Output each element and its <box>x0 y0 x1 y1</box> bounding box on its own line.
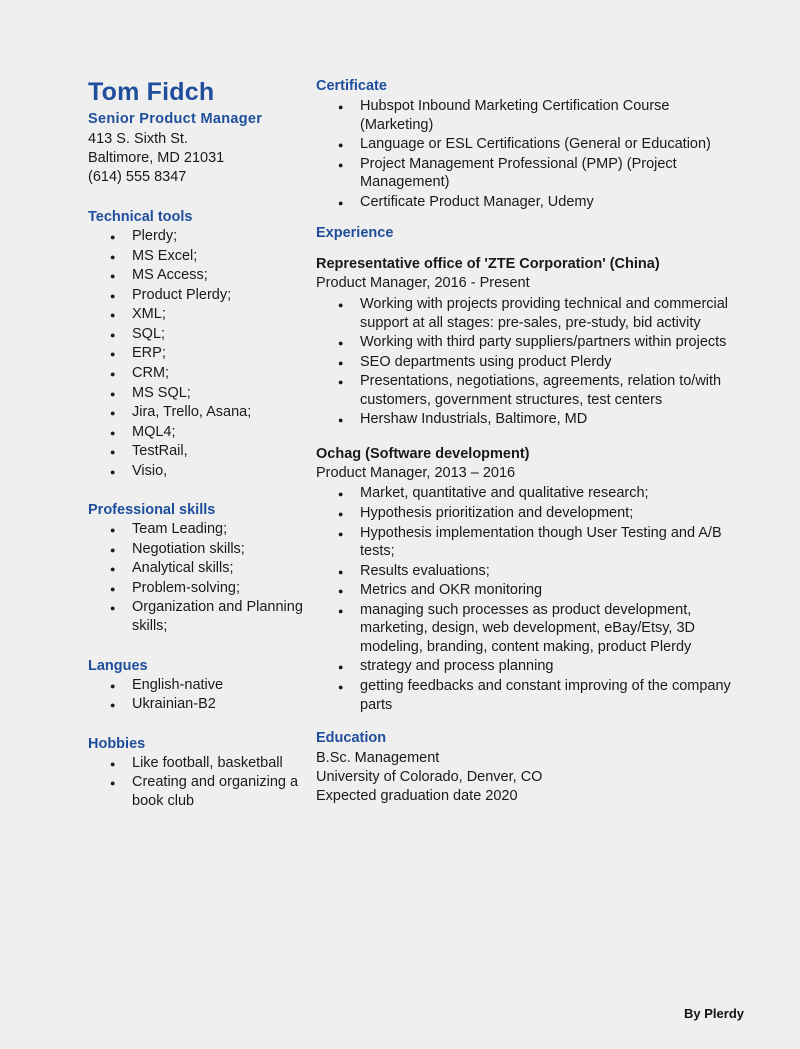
list-item: ● English-native <box>110 676 306 695</box>
resume-columns <box>88 78 748 820</box>
list-item: ● Hubspot Inbound Marketing Certification Course (Marketing) <box>338 97 746 134</box>
list-item: ● Team Leading; <box>110 520 306 539</box>
list-item: ● Creating and organizing a book club <box>110 773 306 810</box>
footer-credit: By Plerdy <box>684 1006 744 1021</box>
list-item: ● MQL4; <box>110 423 306 442</box>
candidate-name: Tom Fidch <box>88 78 215 106</box>
list-item: ● Organization and Planning skills; <box>110 598 306 635</box>
list-item: ● SEO departments using product Plerdy <box>338 353 746 372</box>
list-item: ● Ukrainian-B2 <box>110 695 306 714</box>
list-item: ● Negotiation skills; <box>110 540 306 559</box>
experience-entry <box>316 255 746 429</box>
list-item: ● Analytical skills; <box>110 559 306 578</box>
list-item: ● Results evaluations; <box>338 562 746 581</box>
section-heading: Hobbies <box>88 735 146 752</box>
list-item: ● Metrics and OKR monitoring <box>338 581 746 600</box>
section-education <box>316 730 746 806</box>
list-item: ● XML; <box>110 305 306 324</box>
list-item: ● Jira, Trello, Asana; <box>110 403 306 422</box>
experience-duties-list <box>316 295 746 429</box>
list-item: ● managing such processes as product development, marketing, design, web development, eBay/Etsy, 3D modeling, branding, content making, product Plerdy <box>338 601 746 657</box>
list-item: ● Market, quantitative and qualitative research; <box>338 484 746 503</box>
employer-name: Ochag (Software development) <box>316 445 530 462</box>
address-line-2: Baltimore, MD 21031 <box>88 149 225 166</box>
list-item: ● Hypothesis prioritization and development; <box>338 504 746 523</box>
section-heading: Professional skills <box>88 502 216 519</box>
list-item: ● SQL; <box>110 325 306 344</box>
employment-dates: Product Manager, 2016 - Present <box>316 275 530 292</box>
list-item: ● Certificate Product Manager, Udemy <box>338 193 746 212</box>
section-certificate <box>316 78 746 211</box>
list-item: ● ERP; <box>110 344 306 363</box>
section-heading: Langues <box>88 657 148 674</box>
list-item: ● MS SQL; <box>110 384 306 403</box>
list-item: ● CRM; <box>110 364 306 383</box>
list-item: ● Hershaw Industrials, Baltimore, MD <box>338 410 746 429</box>
list-item: ● Language or ESL Certifications (General or Education) <box>338 135 746 154</box>
candidate-title: Senior Product Manager <box>88 110 263 127</box>
list-item: ● Problem-solving; <box>110 579 306 598</box>
graduation-date: Expected graduation date 2020 <box>316 788 518 805</box>
languages-list <box>88 676 306 714</box>
list-item: ● Presentations, negotiations, agreements, relation to/with customers, government structures, test centers <box>338 372 746 409</box>
list-item: ● MS Access; <box>110 266 306 285</box>
professional-skills-list <box>88 520 306 635</box>
list-item: ● getting feedbacks and constant improving of the company parts <box>338 677 746 714</box>
employment-dates: Product Manager, 2013 – 2016 <box>316 464 516 481</box>
experience-entry <box>316 445 746 714</box>
list-item: ● Visio, <box>110 462 306 481</box>
list-item: ● Like football, basketball <box>110 754 306 773</box>
section-professional-skills <box>88 502 306 635</box>
employer-name: Representative office of 'ZTE Corporation' (China) <box>316 256 660 273</box>
right-column <box>316 78 746 820</box>
section-experience <box>316 225 746 714</box>
header-block <box>88 78 306 187</box>
hobbies-list <box>88 754 306 811</box>
list-item: ● TestRail, <box>110 442 306 461</box>
list-item: ● Working with projects providing technical and commercial support at all stages: pre-sales, pre-study, bid activity <box>338 295 746 332</box>
institution: University of Colorado, Denver, CO <box>316 769 543 786</box>
experience-duties-list <box>316 484 746 714</box>
left-column <box>88 78 306 811</box>
technical-tools-list <box>88 227 306 480</box>
list-item: ● Plerdy; <box>110 227 306 246</box>
list-item: ● strategy and process planning <box>338 657 746 676</box>
list-item: ● Product Plerdy; <box>110 286 306 305</box>
section-hobbies <box>88 736 306 811</box>
address-line-1: 413 S. Sixth St. <box>88 130 188 147</box>
list-item: ● Hypothesis implementation though User Testing and A/B tests; <box>338 524 746 561</box>
phone-number: (614) 555 8347 <box>88 169 187 185</box>
section-languages <box>88 658 306 714</box>
section-heading: Certificate <box>316 78 387 94</box>
degree: B.Sc. Management <box>316 750 440 767</box>
section-heading: Technical tools <box>88 209 193 226</box>
certificate-list <box>316 97 746 211</box>
section-heading: Education <box>316 730 387 747</box>
section-technical-tools <box>88 209 306 480</box>
list-item: ● Working with third party suppliers/partners within projects <box>338 333 746 352</box>
section-heading: Experience <box>316 225 394 242</box>
list-item: ● Project Management Professional (PMP) (Project Management) <box>338 155 746 192</box>
list-item: ● MS Excel; <box>110 247 306 266</box>
